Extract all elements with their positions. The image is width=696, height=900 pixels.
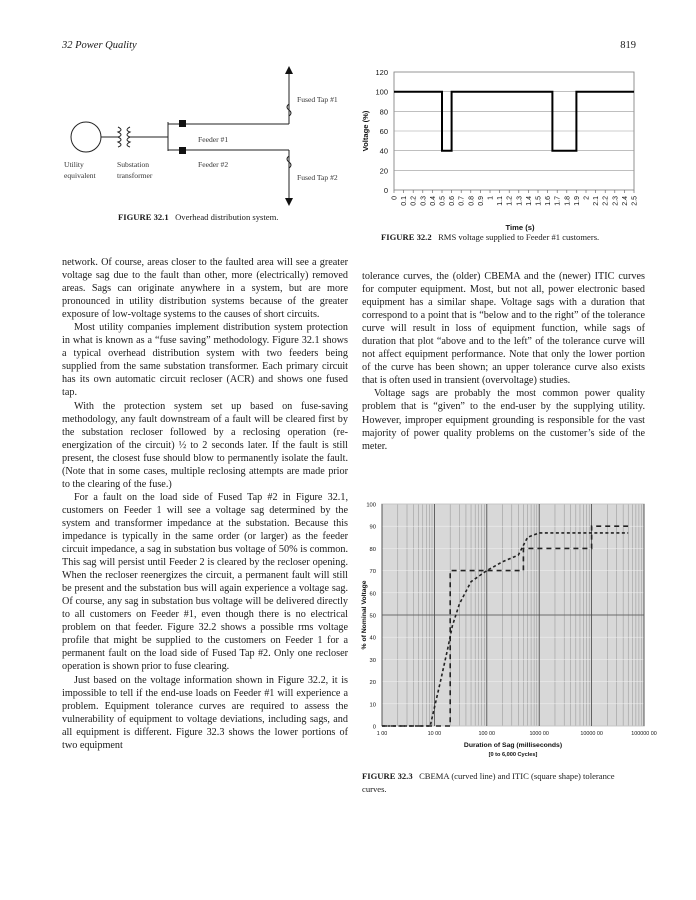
x-tick-label: 100000 00 [631,731,657,737]
y-axis-title: % of Nominal Voltage [361,580,368,650]
x-tick-label: 2.5 [631,196,639,206]
running-header: 32 Power Quality [62,40,137,51]
y-tick-label: 100 [366,502,376,509]
y-tick-label: 50 [369,613,376,620]
x-tick-label: 0.2 [410,196,418,206]
label-utility-2: equivalent [64,171,96,180]
figure-32-2-chart [358,62,638,230]
x-tick-label: 1.1 [497,196,505,206]
figure-32-2-caption [381,232,599,242]
x-tick-label: 1 [487,196,495,200]
y-tick-label: 0 [372,724,376,731]
x-tick-label: 0.4 [429,196,437,206]
x-axis-subtitle: [0 to 6,000 Cycles] [488,752,538,758]
y-tick-label: 40 [379,146,388,156]
y-tick-label: 20 [379,166,388,176]
tap-2-arrowhead [285,198,293,206]
label-substation-2: transformer [117,171,153,180]
x-axis-title: Duration of Sag (milliseconds) [463,742,563,749]
right-paragraph-2: Voltage sags are probably the most common power quality problem that is “given” to the end-user by the supplying utility. However, improper equipment grounding is responsible for the vast majority of power quality problems on the customer’s side of the meter. [362,388,645,452]
x-tick-label: 1.5 [535,196,543,206]
label-feeder-1: Feeder #1 [198,135,229,144]
y-tick-label: 30 [369,657,376,664]
x-tick-label: 2.4 [621,196,629,206]
label-substation-1: Substation [117,160,150,169]
x-tick-label: 2.1 [593,196,601,206]
left-paragraph-5: Just based on the voltage information shown in Figure 32.2, it is impossible to tell if the end-use loads on Feeder #1 will experience a problem. Equipment tolerance curves are required to assess the vulnerability of equipment to voltage deviations, including sags, and all equipment is different. Figure 32.3 shows the lower portions of two equipment [62,674,348,751]
figure-32-3-caption [362,770,647,796]
figure-32-1-caption-label: FIGURE 32.1 [118,212,169,222]
left-paragraph-3: With the protection system set up based on fuse-saving methodology, any fault downstream of a fault will be cleared first by the substation recloser followed by a reclosing operation (re-energization of the circuit) ½ to 2 seconds later. If the fault is still present, the closest fuse should blow to permanently isolate the fault. (Note that in some cases, multiple reclosing attempts are made prior to the clearing of the fuse.) [62,400,348,490]
page-number: 819 [620,40,636,51]
transformer-coil-primary [118,127,121,147]
x-tick-label: 10000 00 [580,731,603,737]
x-tick-label: 2.3 [612,196,620,206]
x-tick-label: 1000 00 [529,731,549,737]
figure-32-1-diagram [60,60,360,210]
x-axis-title: Time (s) [505,223,535,232]
label-feeder-2: Feeder #2 [198,160,229,169]
y-tick-label: 60 [379,127,388,136]
left-text-column [62,256,348,752]
x-tick-label: 0 [391,196,399,200]
x-tick-label: 0.3 [420,196,428,206]
y-tick-label: 40 [369,635,376,642]
y-tick-label: 80 [369,546,376,553]
y-tick-label: 120 [375,68,388,77]
series-line-rms-voltage [394,92,634,151]
left-paragraph-4: For a fault on the load side of Fused Tap #2 in Figure 32.1, customers on Feeder 1 will see a voltage sag determined by the system and transformer impedance at the substation. Because this impedance is typically in the same order (or larger) as the feeder circuit impedance, a sag in substation bus voltage of 50% is common. This sag will persist until Feeder 2 is cleared by the recloser opening. When the recloser reenergizes the circuit, a permanent fault will still be present and the substation bus will again experience a voltage sag. Of course, any sag in substation bus voltage will be delivered directly to all customers on Feeder #1, even though there is no electrical problem on that feeder. Figure 32.2 shows a possible rms voltage profile that might be supplied to the customers on Feeder 1 for a permanent fault on the load side of Fused Tap #2. Only one recloser operation is shown prior to fuse clearing. [62,491,348,673]
x-tick-label: 1.3 [516,196,524,206]
label-fused-tap-2: Fused Tap #2 [297,173,338,182]
y-axis-title: Voltage (%) [361,110,370,152]
left-paragraph-1: network. Of course, areas closer to the faulted area will see a greater voltage sag due to the fault than other, more (electrically) removed areas. Sags can originate anywhere in a system, but are more pronounced in utility distribution systems because of the greater exposure of low-voltage systems to the causes of short circuits. [62,257,348,321]
figure-32-1-caption-text: Overhead distribution system. [175,212,279,222]
y-tick-label: 0 [383,186,388,195]
y-tick-label: 20 [369,680,376,687]
transformer-coil-secondary [127,127,130,147]
figure-32-3-caption-text-2: curves. [362,784,387,794]
x-tick-label: 10 00 [427,731,442,737]
recloser-feeder-1 [179,120,186,127]
x-tick-label: 2.2 [602,196,610,206]
figure-32-3-caption-text-1: CBEMA (curved line) and ITIC (square shape) tolerance [419,771,615,781]
x-tick-label: 0.9 [477,196,485,206]
right-paragraph-1: tolerance curves, the (older) CBEMA and the (newer) ITIC curves for computer equipment. Most, but not all, power electronic based equipment has a similar shape. Voltage sags with a duration that correspond to a point that is “below and to the right” of the tolerance curve will result in loss of equipment function, while sags of duration that plot “above and to the left” of the tolerance curve will not affect equipment performance. Note that only the lower portion of the curve has been shown; an upper tolerance curve also exists that is often used in transient (overvoltage) studies. [362,271,645,387]
y-tick-label: 80 [379,107,388,117]
right-text-column [362,270,645,453]
x-tick-label: 1 00 [376,731,388,737]
figure-32-1-caption [118,212,278,222]
figure-32-2-caption-label: FIGURE 32.2 [381,232,432,242]
x-tick-label: 1.4 [525,196,533,206]
figure-32-3-caption-label: FIGURE 32.3 [362,771,413,781]
x-tick-label: 1.7 [554,196,562,206]
utility-source-circle [71,122,101,152]
tap-1-arrowhead [285,66,293,74]
y-tick-label: 60 [369,591,376,598]
y-tick-label: 10 [369,702,376,709]
figure-32-3-chart [358,498,657,766]
y-tick-label: 100 [375,87,388,97]
x-tick-label: 100 00 [478,731,496,737]
x-tick-label: 0.5 [439,196,447,206]
label-fused-tap-1: Fused Tap #1 [297,95,338,104]
x-tick-label: 1.2 [506,196,514,206]
label-utility-1: Utility [64,160,84,169]
left-paragraph-2: Most utility companies implement distribution system protection in what is known as a “fuse saving” methodology. Figure 32.1 shows a typical overhead distribution system with two feeders being supplied from the same substation transformer. Each primary circuit has its own automatic circuit recloser (ACR) and shows one fused tap. [62,322,348,399]
x-tick-label: 0.1 [401,196,409,206]
figure-32-2-caption-text: RMS voltage supplied to Feeder #1 customers. [438,232,600,242]
x-tick-label: 2 [583,196,591,200]
x-tick-label: 0.7 [458,196,466,206]
x-tick-label: 1.8 [564,196,572,206]
x-tick-label: 1.6 [545,196,553,206]
recloser-feeder-2 [179,147,186,154]
y-tick-label: 70 [369,569,376,576]
x-tick-label: 0.6 [449,196,457,206]
x-tick-label: 0.8 [468,196,476,206]
x-tick-label: 1.9 [573,196,581,206]
y-tick-label: 90 [369,524,376,531]
